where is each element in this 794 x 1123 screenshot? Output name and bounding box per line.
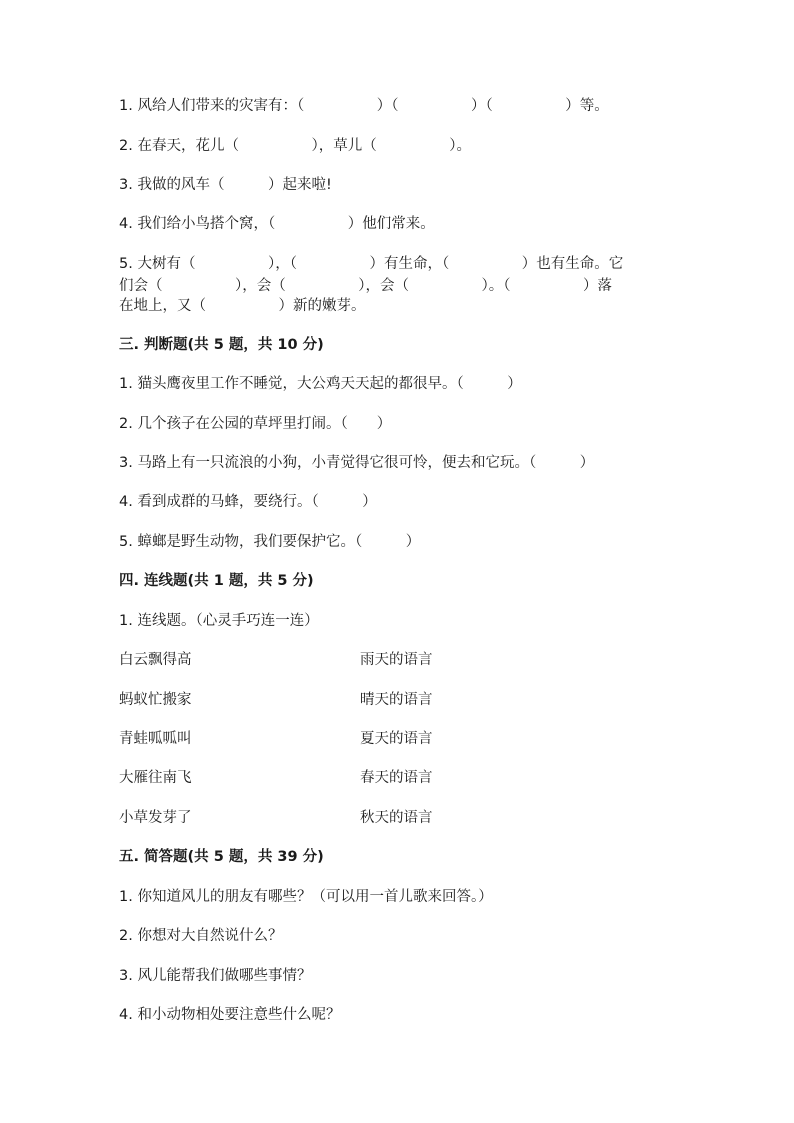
judge-question-2: 2. 几个孩子在公园的草坪里打闹。（ ） [119, 416, 392, 432]
section-3-heading: 三. 判断题(共 5 题，共 10 分) [119, 337, 324, 353]
fill-question-2: 2. 在春天，花儿（ ），草儿（ ）。 [119, 138, 471, 154]
section-5-heading: 五. 简答题(共 5 题，共 39 分) [119, 849, 324, 865]
match-right-item: 晴天的语言 [360, 692, 433, 708]
fill-question-1: 1. 风给人们带来的灾害有：（ ）（ ）（ ）等。 [119, 98, 609, 114]
short-answer-question-1: 1. 你知道风儿的朋友有哪些？（可以用一首儿歌来回答。） [119, 889, 493, 905]
fill-question-5-line-1: 5. 大树有（ ），（ ）有生命，（ ）也有生命。它 [119, 256, 624, 272]
matching-question: 1. 连线题。（心灵手巧连一连） [119, 613, 319, 629]
match-left-item: 小草发芽了 [119, 810, 192, 826]
fill-question-5-line-3: 在地上，又（ ）新的嫩芽。 [119, 298, 366, 314]
match-right-item: 雨天的语言 [360, 652, 433, 668]
fill-question-4: 4. 我们给小鸟搭个窝，（ ）他们常来。 [119, 216, 435, 232]
section-4-heading: 四. 连线题(共 1 题，共 5 分) [119, 573, 314, 589]
short-answer-question-4: 4. 和小动物相处要注意些什么呢？ [119, 1007, 341, 1023]
fill-question-3: 3. 我做的风车（ ）起来啦! [119, 177, 332, 193]
fill-question-5-line-2: 们会（ ），会（ ），会（ ）。（ ）落 [119, 278, 612, 294]
match-right-item: 秋天的语言 [360, 810, 433, 826]
judge-question-3: 3. 马路上有一只流浪的小狗，小青觉得它很可怜，便去和它玩。（ ） [119, 455, 595, 471]
match-left-item: 白云飘得高 [119, 652, 192, 668]
match-right-item: 夏天的语言 [360, 731, 433, 747]
judge-question-1: 1. 猫头鹰夜里工作不睡觉，大公鸡天天起的都很早。（ ） [119, 376, 522, 392]
judge-question-5: 5. 蟑螂是野生动物，我们要保护它。（ ） [119, 534, 421, 550]
short-answer-question-3: 3. 风儿能帮我们做哪些事情？ [119, 968, 312, 984]
match-left-item: 青蛙呱呱叫 [119, 731, 192, 747]
short-answer-question-2: 2. 你想对大自然说什么？ [119, 928, 283, 944]
match-left-item: 蚂蚁忙搬家 [119, 692, 192, 708]
match-left-item: 大雁往南飞 [119, 770, 192, 786]
judge-question-4: 4. 看到成群的马蜂，要绕行。（ ） [119, 494, 377, 510]
match-right-item: 春天的语言 [360, 770, 433, 786]
